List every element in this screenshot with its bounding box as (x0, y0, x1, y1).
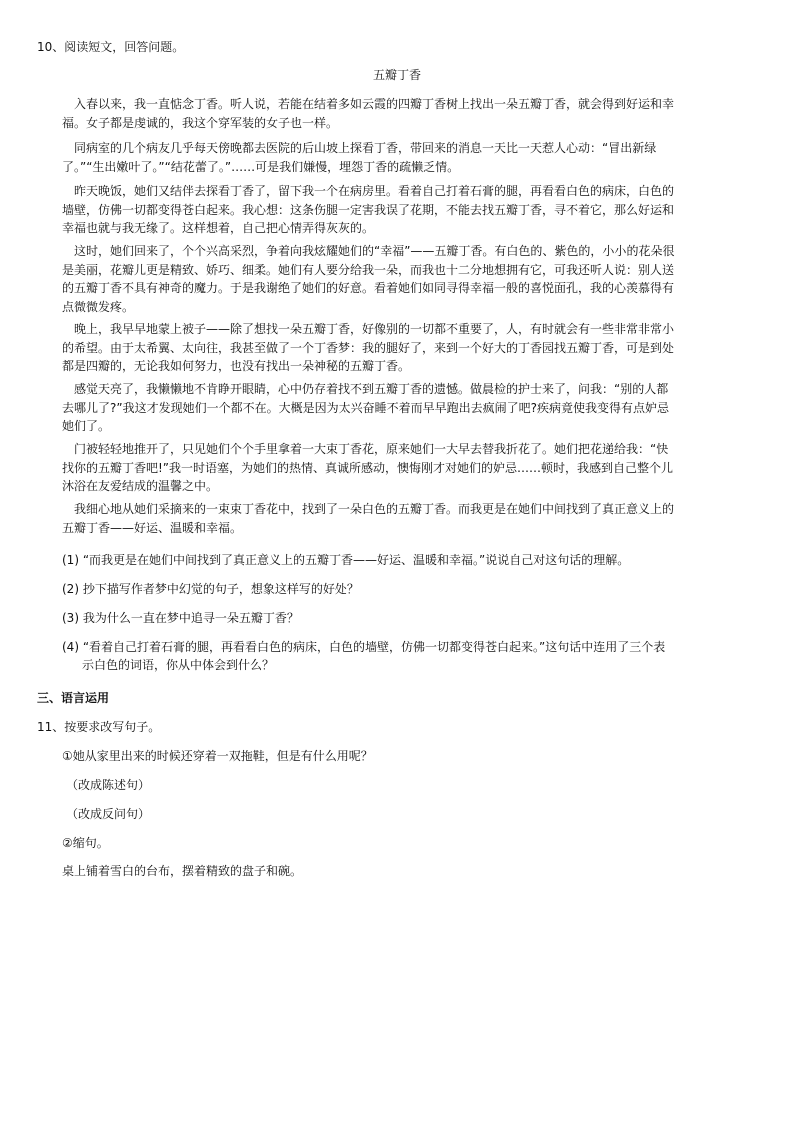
paragraph-line: 门被轻轻地推开了，只见她们个个手里拿着一大束丁香花，原来她们一大早去替我折花了。她们把花递给我：“快 (74, 442, 669, 456)
paragraph-line: 同病室的几个病友几乎每天傍晚都去医院的后山坡上探看丁香，带回来的消息一天比一天惹人心动：“冒出新绿 (74, 141, 657, 155)
subquestion-1: (1) “而我更是在她们中间找到了真正意义上的五瓣丁香——好运、温暖和幸福。”说说自己对这句话的理解。 (62, 553, 630, 567)
paragraph-line: 去哪儿了?”我这才发现她们一个都不在。大概是因为太兴奋睡不着而早早跑出去疯闹了吧?疾病竟使我变得有点妒忌 (62, 400, 669, 415)
question-10-heading: 10、阅读短文，回答问题。 (37, 40, 185, 54)
paragraph-line: 昨天晚饭，她们又结伴去探看丁香了，留下我一个在病房里。看着自己打着石膏的腿，再看看白色的病床，白色的 (74, 184, 675, 198)
subquestion-4-continued: 示白色的词语，你从中体会到什么？ (82, 658, 275, 672)
article-paragraph-8 (62, 500, 710, 537)
subquestion-4: (4) “看着自己打着石膏的腿，再看看白色的病床，白色的墙壁，仿佛一切都变得苍白起来。”这句话中连用了三个表 (62, 640, 666, 654)
question-11-heading: 11、按要求改写句子。 (37, 720, 161, 734)
question-11-item-1: ①她从家里出来的时候还穿着一双拖鞋，但是有什么用呢？ (62, 749, 373, 763)
paragraph-line: 五瓣丁香——好运、温暖和幸福。 (62, 520, 243, 535)
paragraph-line: 是美丽，花瓣儿更是精致、娇巧、细柔。她们有人要分给我一朵，而我也十二分地想拥有它，可我还听人说：别人送 (62, 262, 675, 277)
paragraph-line: 入春以来，我一直惦念丁香。听人说，若能在结着多如云霞的四瓣丁香树上找出一朵五瓣丁香，就会得到好运和幸 (74, 97, 675, 111)
paragraph-line: 感觉天亮了，我懒懒地不肯睁开眼睛，心中仍存着找不到五瓣丁香的遗憾。做晨检的护士来了，问我：“别的人都 (74, 382, 669, 396)
paragraph-line: 了。”“生出嫩叶了。”“结花蕾了。”……可是我们嫌慢，埋怨丁香的疏懒乏情。 (62, 159, 460, 174)
article-paragraph-1 (62, 95, 710, 132)
article-paragraph-2 (62, 139, 710, 176)
paragraph-line: 我细心地从她们采摘来的一束束丁香花中，找到了一朵白色的五瓣丁香。而我更是在她们中间找到了真正意义上的 (74, 502, 675, 516)
paragraph-line: 的希望。由于太希翼、太向往，我甚至做了一个丁香梦：我的腿好了，来到一个好大的丁香园找五瓣丁香，可是到处 (62, 340, 675, 355)
paragraph-line: 这时，她们回来了，个个兴高采烈，争着向我炫耀她们的“幸福”——五瓣丁香。有白色的、紫色的，小小的花朵很 (74, 244, 675, 258)
article-paragraph-6 (62, 380, 710, 436)
paragraph-line: 的五瓣丁香不具有神奇的魔力。于是我谢绝了她们的好意。看着她们如同寻得幸福一般的喜悦面孔，我的心羡慕得有 (62, 281, 675, 295)
paragraph-line: 她们了。 (62, 419, 111, 433)
paragraph-line: 墙壁，仿佛一切都变得苍白起来。我心想：这条伤腿一定害我误了花期，不能去找五瓣丁香，寻不着它，那么好运和 (62, 202, 675, 217)
question-11-item-2: ②缩句。 (62, 836, 109, 850)
paragraph-line: 都是四瓣的，无论我如何努力，也没有找出一朵神秘的五瓣丁香。 (62, 359, 411, 373)
subquestion-2: (2) 抄下描写作者梦中幻觉的句子，想象这样写的好处？ (62, 582, 359, 596)
question-11-item-2-sentence: 桌上铺着雪白的台布，摆着精致的盘子和碗。 (62, 864, 303, 878)
paragraph-line: 找你的五瓣丁香吧!”我一时语塞，为她们的热情、真诚所感动，懊悔刚才对她们的妒忌……顿时，我感到自己整个儿 (62, 460, 674, 475)
paragraph-line: 沐浴在友爱结成的温馨之中。 (62, 479, 219, 493)
question-11-task-2: （改成反问句） (66, 807, 151, 821)
paragraph-line: 福。女子都是虔诚的，我这个穿军装的女子也一样。 (62, 115, 339, 130)
article-paragraph-3 (62, 182, 710, 238)
question-11-task-1: （改成陈述句） (66, 778, 151, 792)
article-title: 五瓣丁香 (372, 68, 421, 82)
article-paragraph-7 (62, 440, 710, 496)
paragraph-line: 晚上，我早早地蒙上被子——除了想找一朵五瓣丁香，好像别的一切都不重要了，人，有时就会有一些非常非常小 (74, 322, 675, 336)
paragraph-line: 幸福也就与我无缘了。这样想着，自己把心情弄得灰灰的。 (62, 221, 375, 235)
section-3-heading: 三、语言运用 (37, 691, 110, 705)
paragraph-line: 点微微发疼。 (62, 299, 135, 314)
article-paragraph-5 (62, 320, 710, 376)
article-paragraph-4 (62, 242, 710, 316)
subquestion-3: (3) 我为什么一直在梦中追寻一朵五瓣丁香？ (62, 611, 299, 625)
